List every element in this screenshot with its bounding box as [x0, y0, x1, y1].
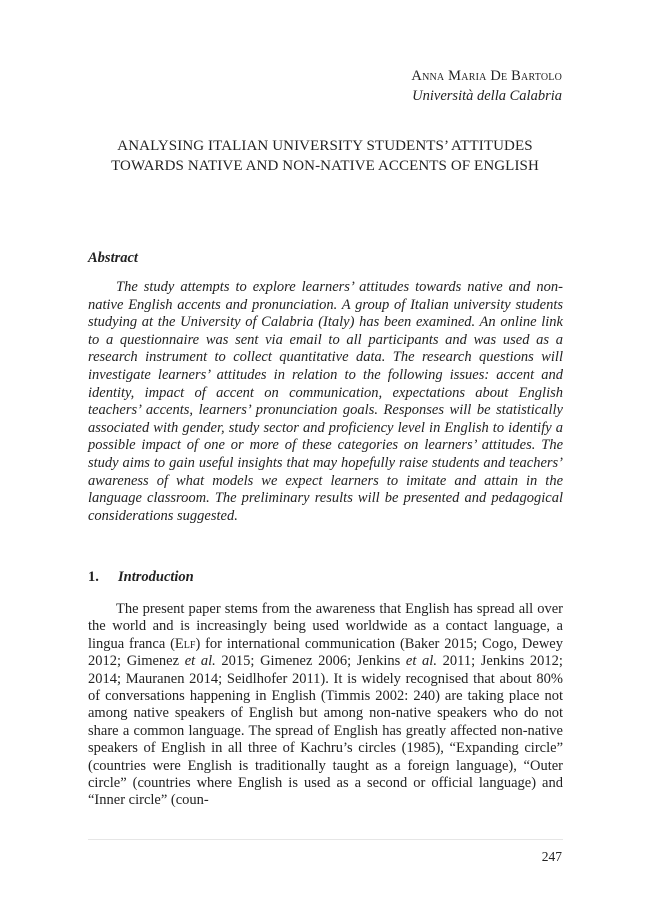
et-al-italic-1: et al. [184, 653, 216, 670]
author-name: Anna Maria De Bartolo [411, 68, 562, 84]
abstract-heading: Abstract [88, 250, 138, 266]
author-affiliation: Università della Calabria [412, 88, 562, 104]
paper-title [88, 136, 562, 176]
paper-title-line-2: TOWARDS NATIVE AND NON-NATIVE ACCENTS OF ENGLISH [111, 158, 539, 174]
intro-text-part-4: 2011; Jenkins 2012; 2014; Mauranen 2014; Seidlhofer 2011). It is widely recognised that about 80% of conversations happening in English (Timmis 2002: 240) are taking place not among native speakers of English but among non-native speakers who do not share a common language. The spread of English has greatly affected non-native speakers of English in all three of Kachru’s circles (1985), “Expanding circle” (countries were English is traditionally taught as a foreign language), “Outer circle” (countries where English is used as a second or official language) and “Inner circle” (coun- [88, 653, 563, 809]
section-title: Introduction [118, 569, 194, 585]
paper-title-line-1: ANALYSING ITALIAN UNIVERSITY STUDENTS’ ATTITUDES [117, 138, 533, 154]
intro-text-part-3: 2015; Gimenez 2006; Jenkins [215, 653, 406, 670]
introduction-paragraph [88, 601, 563, 810]
elf-acronym: Elf [174, 635, 196, 652]
et-al-italic-2: et al. [405, 653, 437, 670]
author-block [411, 66, 562, 106]
section-heading-introduction [88, 569, 194, 586]
abstract-text: The study attempts to explore learners’ attitudes towards native and non-native English accents and pronunciation. A group of Italian university students studying at the University of Calabria (Italy) has been examined. An online link to a questionnaire was sent via email to all participants and was used as a research instrument to collect quantitative data. The research questions will investigate learners’ attitudes in relation to the following issues: accent and identity, impact of accent on communication, expectations about English teachers’ accents, learners’ pronunciation goals. Responses will be statistically associated with gender, study sector and proficiency level in English to identify a possible impact of one or more of these categories on learners’ attitudes. The study aims to gain useful insights that may hopefully raise students and teachers’ awareness of what models we expect learners to imitate and attain in the language classroom. The preliminary results will be presented and pedagogical considerations suggested. [88, 279, 563, 524]
intro-text-part-1: The present paper stems from the awareness that English has spread all over the world and is increasingly being used worldwide as a contact language, a lingua franca ( [88, 601, 563, 652]
footer-divider [88, 839, 563, 840]
intro-text-part-2: ) for international communication (Baker 2015; Cogo, Dewey 2012; Gimenez [88, 635, 563, 670]
section-number: 1. [88, 569, 99, 585]
page-number: 247 [541, 849, 562, 864]
